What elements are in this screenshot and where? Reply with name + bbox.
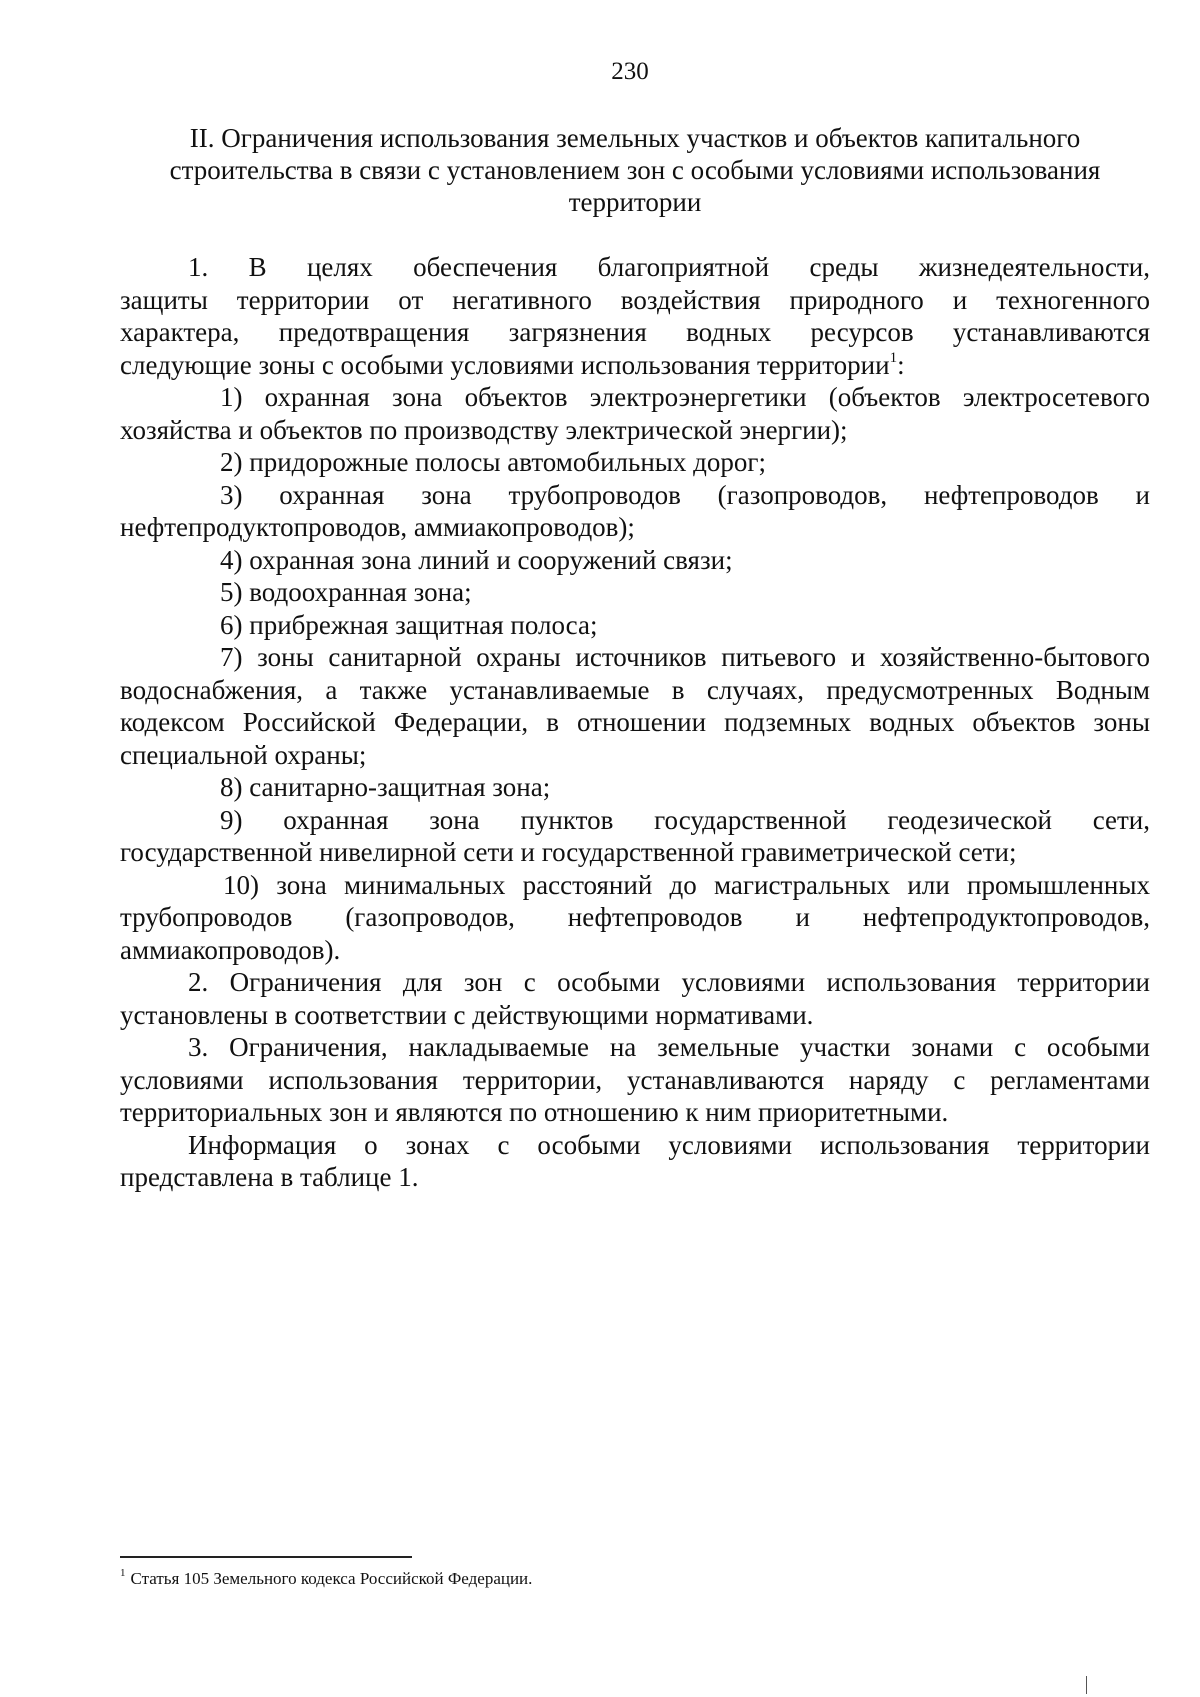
- list-item: [120, 609, 1150, 642]
- paragraph-line: 3. Ограничения, накладываемые на земельные участки зонами с особыми: [188, 1032, 1150, 1062]
- paragraph-line: территориальных зон и являются по отношению к ним приоритетными.: [120, 1097, 949, 1127]
- paragraph-line: 1. В целях обеспечения благоприятной среды жизнедеятельности,: [188, 252, 1150, 282]
- paragraph-1: [120, 251, 1150, 381]
- footnote-text: Статья 105 Земельного кодекса Российской Федерации.: [130, 1569, 533, 1588]
- heading-line: II. Ограничения использования земельных участков и объектов капитального: [189, 123, 1081, 153]
- list-item-line: водоснабжения, а также устанавливаемые в случаях, предусмотренных Водным: [120, 674, 1150, 705]
- paragraph-2: [120, 966, 1150, 1031]
- list-item-line: 6) прибрежная защитная полоса;: [220, 609, 598, 640]
- list-item-line: 10) зона минимальных расстояний до магистральных или промышленных: [223, 869, 1150, 900]
- page-number: 230: [611, 58, 649, 85]
- list-item-line: 8) санитарно-защитная зона;: [220, 772, 551, 802]
- list-item-line: нефтепродуктопроводов, аммиакопроводов);: [120, 512, 635, 542]
- list-item-line: трубопроводов (газопроводов, нефтепроводов и нефтепродуктопроводов,: [120, 902, 1150, 932]
- list-item-line: государственной нивелирной сети и государственной гравиметрической сети;: [120, 837, 1017, 867]
- list-item-line: аммиакопроводов).: [120, 934, 341, 965]
- list-item: [120, 381, 1150, 446]
- paragraph-line: характера, предотвращения загрязнения водных ресурсов устанавливаются: [120, 317, 1150, 347]
- list-item-line: 9) охранная зона пунктов государственной геодезической сети,: [220, 804, 1150, 835]
- paragraph-line: Информация о зонах с особыми условиями использования территории: [188, 1129, 1150, 1160]
- document-body: [120, 251, 1150, 1194]
- paragraph-line-text: следующие зоны с особыми условиями использования территории: [120, 349, 890, 380]
- footnote-divider: [120, 1556, 412, 1558]
- paragraph-line: защиты территории от негативного воздействия природного и техногенного: [120, 284, 1150, 315]
- paragraph-line: 2. Ограничения для зон с особыми условиями использования территории: [188, 967, 1150, 997]
- punctuation: :: [897, 349, 905, 380]
- list-item-line: 3) охранная зона трубопроводов (газопроводов, нефтепроводов и: [220, 479, 1150, 510]
- list-item-line: 5) водоохранная зона;: [220, 577, 472, 607]
- list-item-line: 4) охранная зона линий и сооружений связи;: [220, 544, 733, 575]
- list-item-line: хозяйства и объектов по производству электрической энергии);: [120, 414, 848, 445]
- zone-list: [120, 381, 1150, 966]
- paragraph-3: [120, 1031, 1150, 1129]
- list-item-line: 7) зоны санитарной охраны источников питьевого и хозяйственно-бытового: [220, 642, 1150, 672]
- list-item: [120, 869, 1150, 967]
- paragraph-4: [120, 1129, 1150, 1194]
- paragraph-line: [120, 349, 1150, 382]
- list-item: [120, 479, 1150, 544]
- footnote: [120, 1568, 532, 1590]
- list-item: [120, 544, 1150, 577]
- paragraph-line: установлены в соответствии с действующими нормативами.: [120, 999, 814, 1030]
- scan-artifact-line: [1086, 1676, 1087, 1694]
- list-item: [120, 804, 1150, 869]
- list-item-line: кодексом Российской Федерации, в отношении подземных водных объектов зоны: [120, 707, 1150, 737]
- paragraph-line: представлена в таблице 1.: [120, 1162, 419, 1192]
- paragraph-line: условиями использования территории, устанавливаются наряду с регламентами: [120, 1064, 1150, 1095]
- list-item: [120, 641, 1150, 771]
- list-item-line: 1) охранная зона объектов электроэнергетики (объектов электросетевого: [220, 382, 1150, 412]
- heading-line: строительства в связи с установлением зон с особыми условиями использования: [169, 155, 1101, 185]
- heading-line: территории: [568, 187, 702, 217]
- section-heading: [120, 122, 1150, 218]
- list-item: [120, 771, 1150, 804]
- list-item: [120, 576, 1150, 609]
- list-item: [120, 446, 1150, 479]
- footnote-marker: 1: [120, 1567, 126, 1580]
- list-item-line: специальной охраны;: [120, 739, 367, 770]
- footnote-reference: 1: [889, 349, 898, 366]
- list-item-line: 2) придорожные полосы автомобильных дорог;: [220, 447, 766, 477]
